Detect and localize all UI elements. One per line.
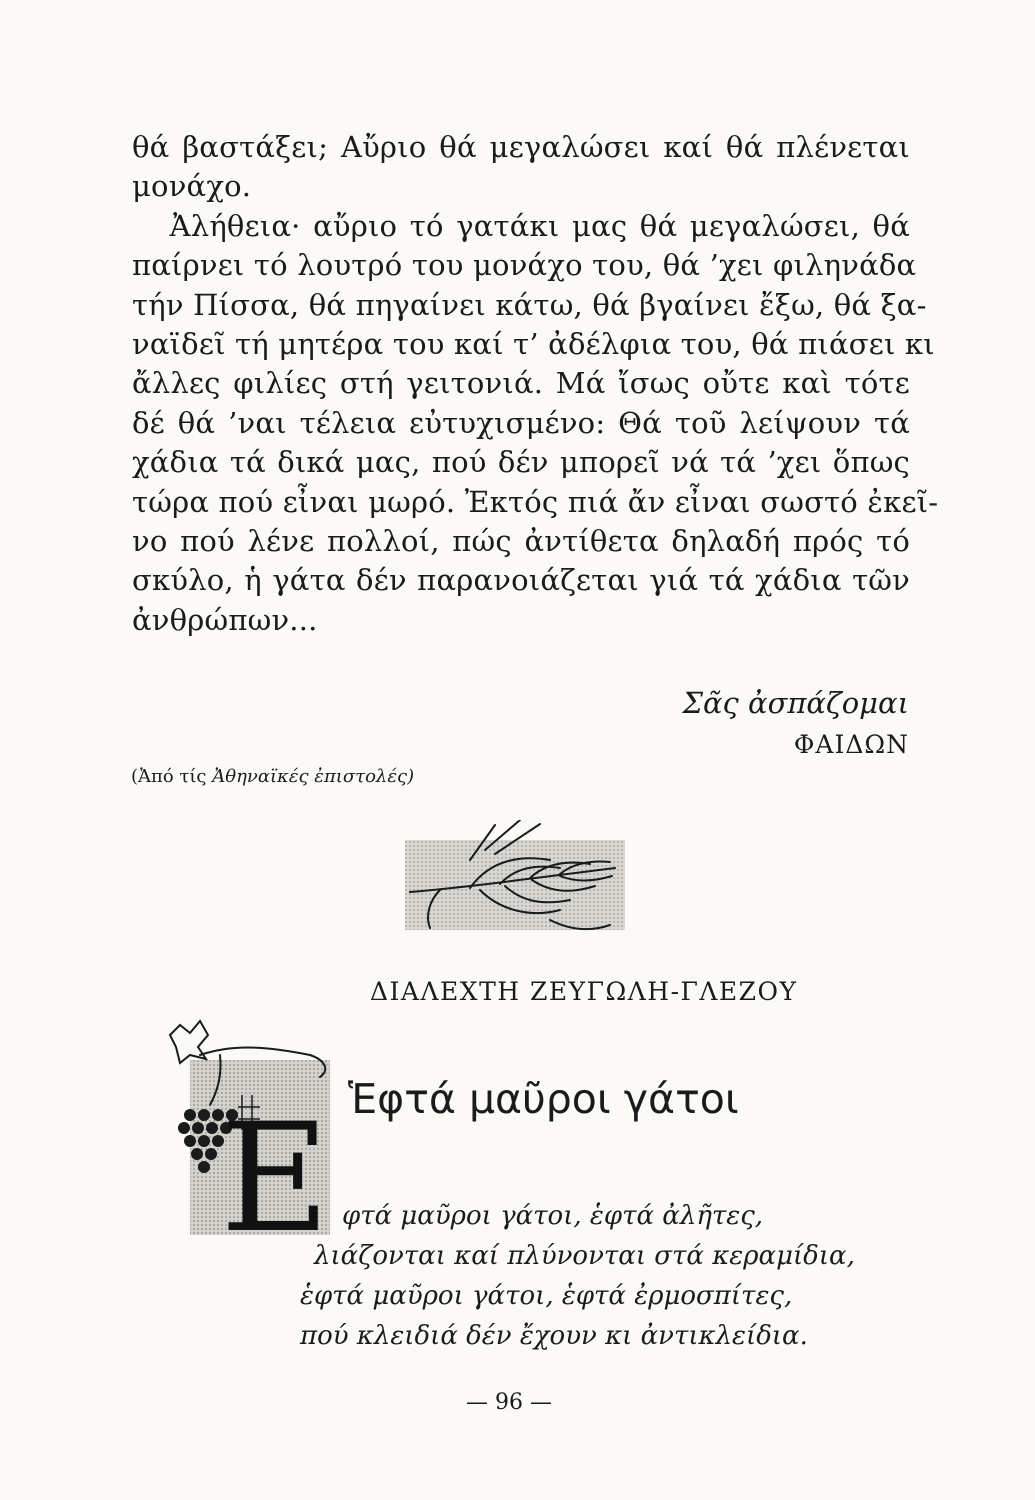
letter-signature: ΦΑΙΔΩΝ bbox=[793, 730, 909, 759]
source-citation bbox=[131, 766, 414, 787]
poem-author: ΔΙΑΛΕΧΤΗ ΖΕΥΓΩΛΗ-ΓΛΕΖΟΥ bbox=[370, 977, 798, 1006]
letter-line: σκύλο, ἡ γάτα δέν παρανοιάζεται γιά τά χάδια τῶν bbox=[132, 563, 910, 598]
letter-line: χάδια τά δικά μας, πού δέν μπορεῖ νά τά ’χει ὅπως bbox=[132, 445, 910, 480]
dropcap-letter: Ε bbox=[220, 1092, 330, 1235]
letter-text bbox=[132, 128, 939, 640]
letter-line: τήν Πίσσα, θά πηγαίνει κάτω, θά βγαίνει ἔξω, θά ξα- bbox=[132, 287, 927, 322]
letter-line: θά βαστάξει; Αὔριο θά μεγαλώσει καί θά πλένεται bbox=[132, 130, 910, 164]
poem-verse: λιάζονται καί πλύνονται στά κεραμίδια, bbox=[314, 1241, 855, 1271]
page-number: — 96 — bbox=[466, 1390, 552, 1415]
letter-line: ἀνθρώπων... bbox=[132, 602, 318, 637]
letter-line: παίρνει τό λουτρό του μονάχο του, θά ’χει φιληνάδα bbox=[132, 248, 917, 283]
letter-line: ἄλλες φιλίες στή γειτονιά. Μά ἴσως οὔτε καὶ τότε bbox=[132, 366, 910, 401]
letter-line: Ἀλήθεια· αὔριο τό γατάκι μας θά μεγαλώσει, θά bbox=[132, 208, 910, 243]
letter-line: νο πού λένε πολλοί, πώς ἀντίθετα δηλαδή πρός τό bbox=[132, 523, 910, 558]
letter-line: δέ θά ’ναι τέλεια εὐτυχισμένο: Θά τοῦ λείψουν τά bbox=[132, 405, 910, 440]
poem-verse: φτά μαῦροι γάτοι, ἑφτά ἀλῆτες, bbox=[342, 1201, 764, 1231]
wheat-ear-icon bbox=[400, 820, 630, 945]
poem-verse: πού κλειδιά δέν ἔχουν κι ἀντικλείδια. bbox=[300, 1321, 808, 1351]
letter-line: ναϊδεῖ τή μητέρα του καί τ’ ἀδέλφια του, θά πιάσει κι bbox=[132, 326, 935, 361]
letter-line: τώρα πού εἶναι μωρό. Ἐκτός πιά ἄν εἶναι σωστό ἐκεῖ- bbox=[132, 484, 939, 519]
poem-body bbox=[296, 1196, 896, 1356]
source-prefix: (Ἀπό τίς bbox=[131, 766, 207, 787]
poem-verse: ἑφτά μαῦροι γάτοι, ἑφτά ἐρμοσπίτες, bbox=[300, 1281, 793, 1311]
letter-line: μονάχο. bbox=[132, 169, 252, 204]
source-title: Ἀθηναϊκές ἐπιστολές) bbox=[212, 766, 415, 787]
letter-greeting: Σᾶς ἀσπάζομαι bbox=[682, 686, 909, 720]
poem-title: Ἑφτά μαῦροι γάτοι bbox=[348, 1075, 739, 1123]
